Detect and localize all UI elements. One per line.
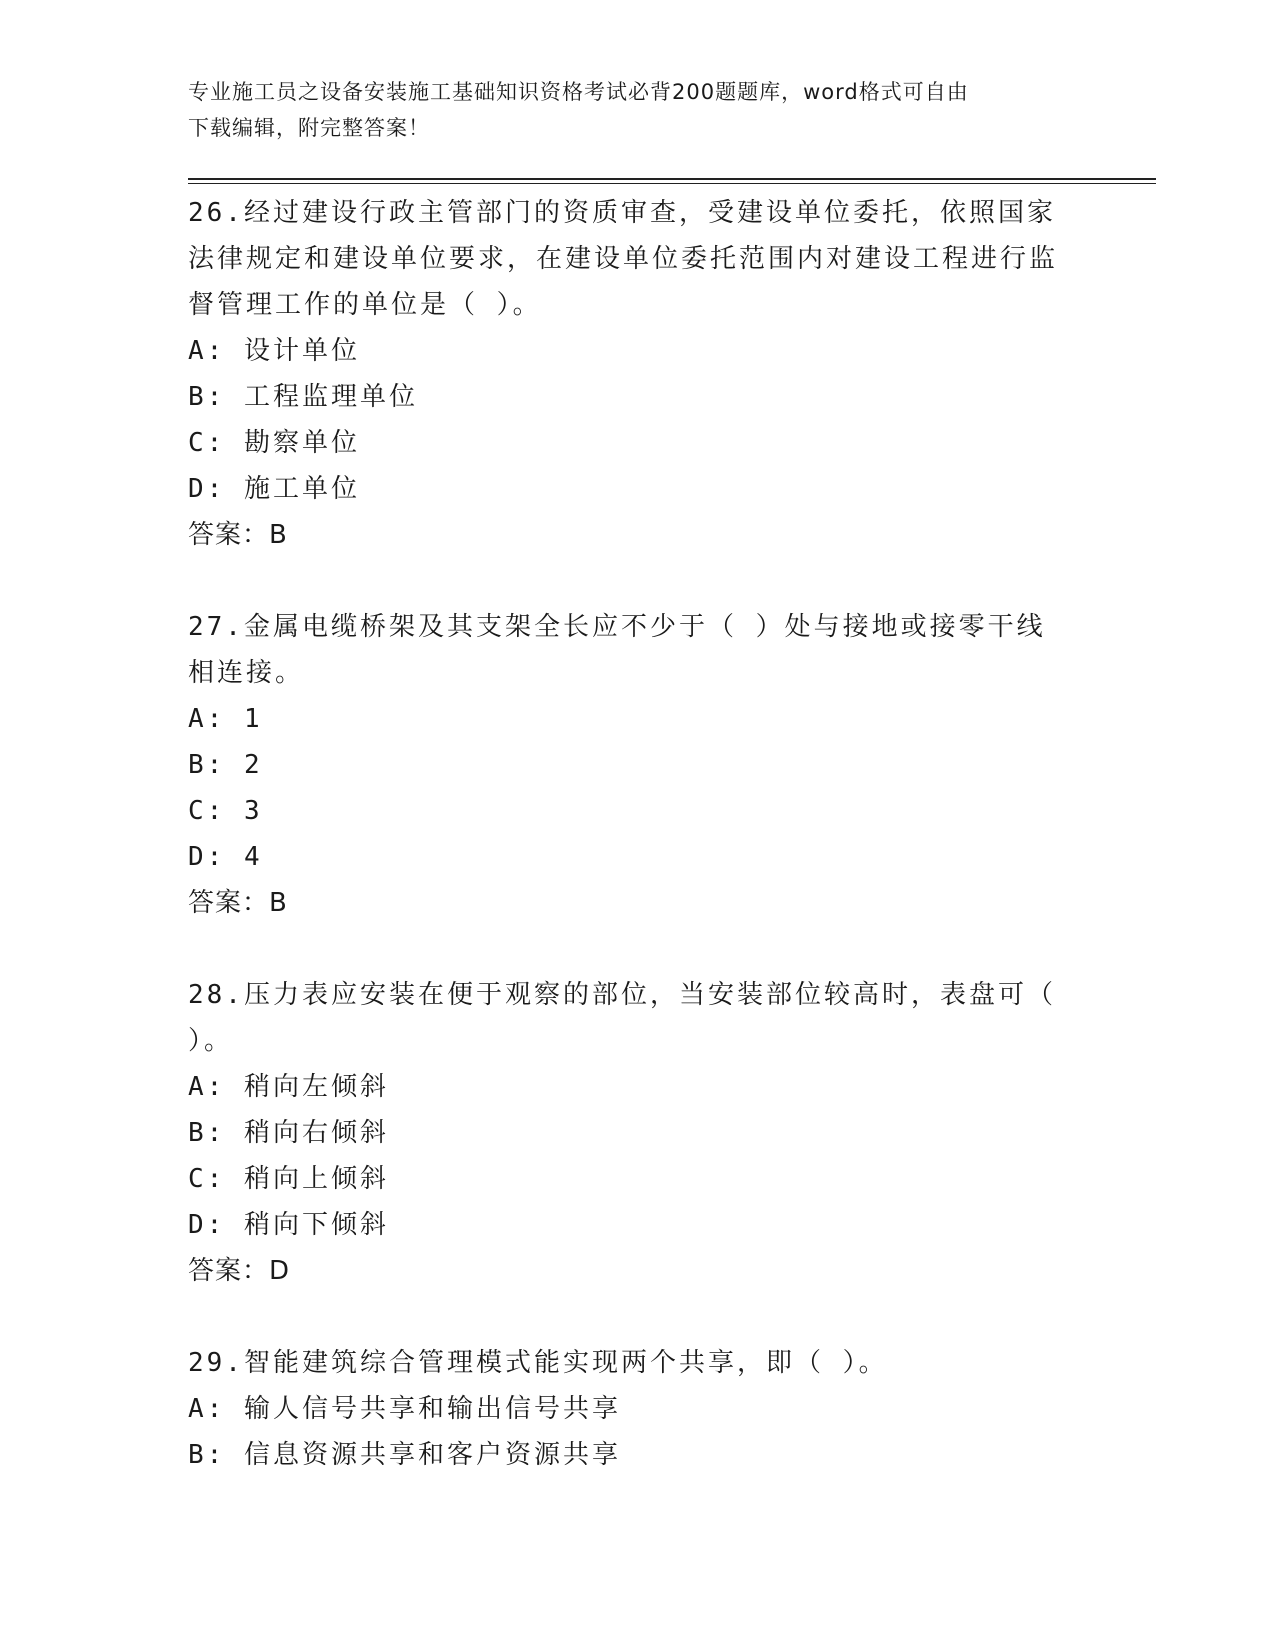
question-text: 28.压力表应安装在便于观察的部位，当安装部位较高时，表盘可（ ）。	[188, 980, 1056, 1056]
option-b: B: 稍向右倾斜	[188, 1118, 389, 1148]
option-a: A: 输人信号共享和输出信号共享	[188, 1394, 621, 1424]
answer: 答案：D	[188, 1256, 291, 1286]
answer: 答案：B	[188, 520, 288, 550]
option-a: A: 设计单位	[188, 336, 360, 366]
header-line-2: 下载编辑，附完整答案！	[188, 116, 430, 140]
question-text: 27.金属电缆桥架及其支架全长应不少于（ ）处与接地或接零干线相连接。	[188, 612, 1046, 688]
option-c: C: 勘察单位	[188, 428, 360, 458]
question-27	[188, 604, 1088, 926]
question-text: 29.智能建筑综合管理模式能实现两个共享，即（ ）。	[188, 1348, 888, 1378]
option-a: A: 稍向左倾斜	[188, 1072, 389, 1102]
question-26	[188, 190, 1088, 558]
question-spacer	[188, 558, 1088, 604]
question-29	[188, 1340, 1088, 1478]
question-28	[188, 972, 1088, 1294]
option-b: B: 2	[188, 750, 263, 780]
question-text: 26.经过建设行政主管部门的资质审查，受建设单位委托，依照国家法律规定和建设单位要求，在建设单位委托范围内对建设工程进行监督管理工作的单位是（ ）。	[188, 198, 1059, 320]
option-c: C: 3	[188, 796, 263, 826]
option-d: D: 稍向下倾斜	[188, 1210, 389, 1240]
question-spacer	[188, 926, 1088, 972]
answer: 答案：B	[188, 888, 288, 918]
option-d: D: 施工单位	[188, 474, 360, 504]
header-divider	[188, 178, 1156, 184]
document-header	[188, 74, 1068, 146]
option-a: A: 1	[188, 704, 263, 734]
header-line-1: 专业施工员之设备安装施工基础知识资格考试必背200题题库，word格式可自由	[188, 80, 969, 104]
questions-list	[188, 190, 1088, 1478]
option-d: D: 4	[188, 842, 263, 872]
option-b: B: 信息资源共享和客户资源共享	[188, 1440, 621, 1470]
option-b: B: 工程监理单位	[188, 382, 418, 412]
option-c: C: 稍向上倾斜	[188, 1164, 389, 1194]
question-spacer	[188, 1294, 1088, 1340]
